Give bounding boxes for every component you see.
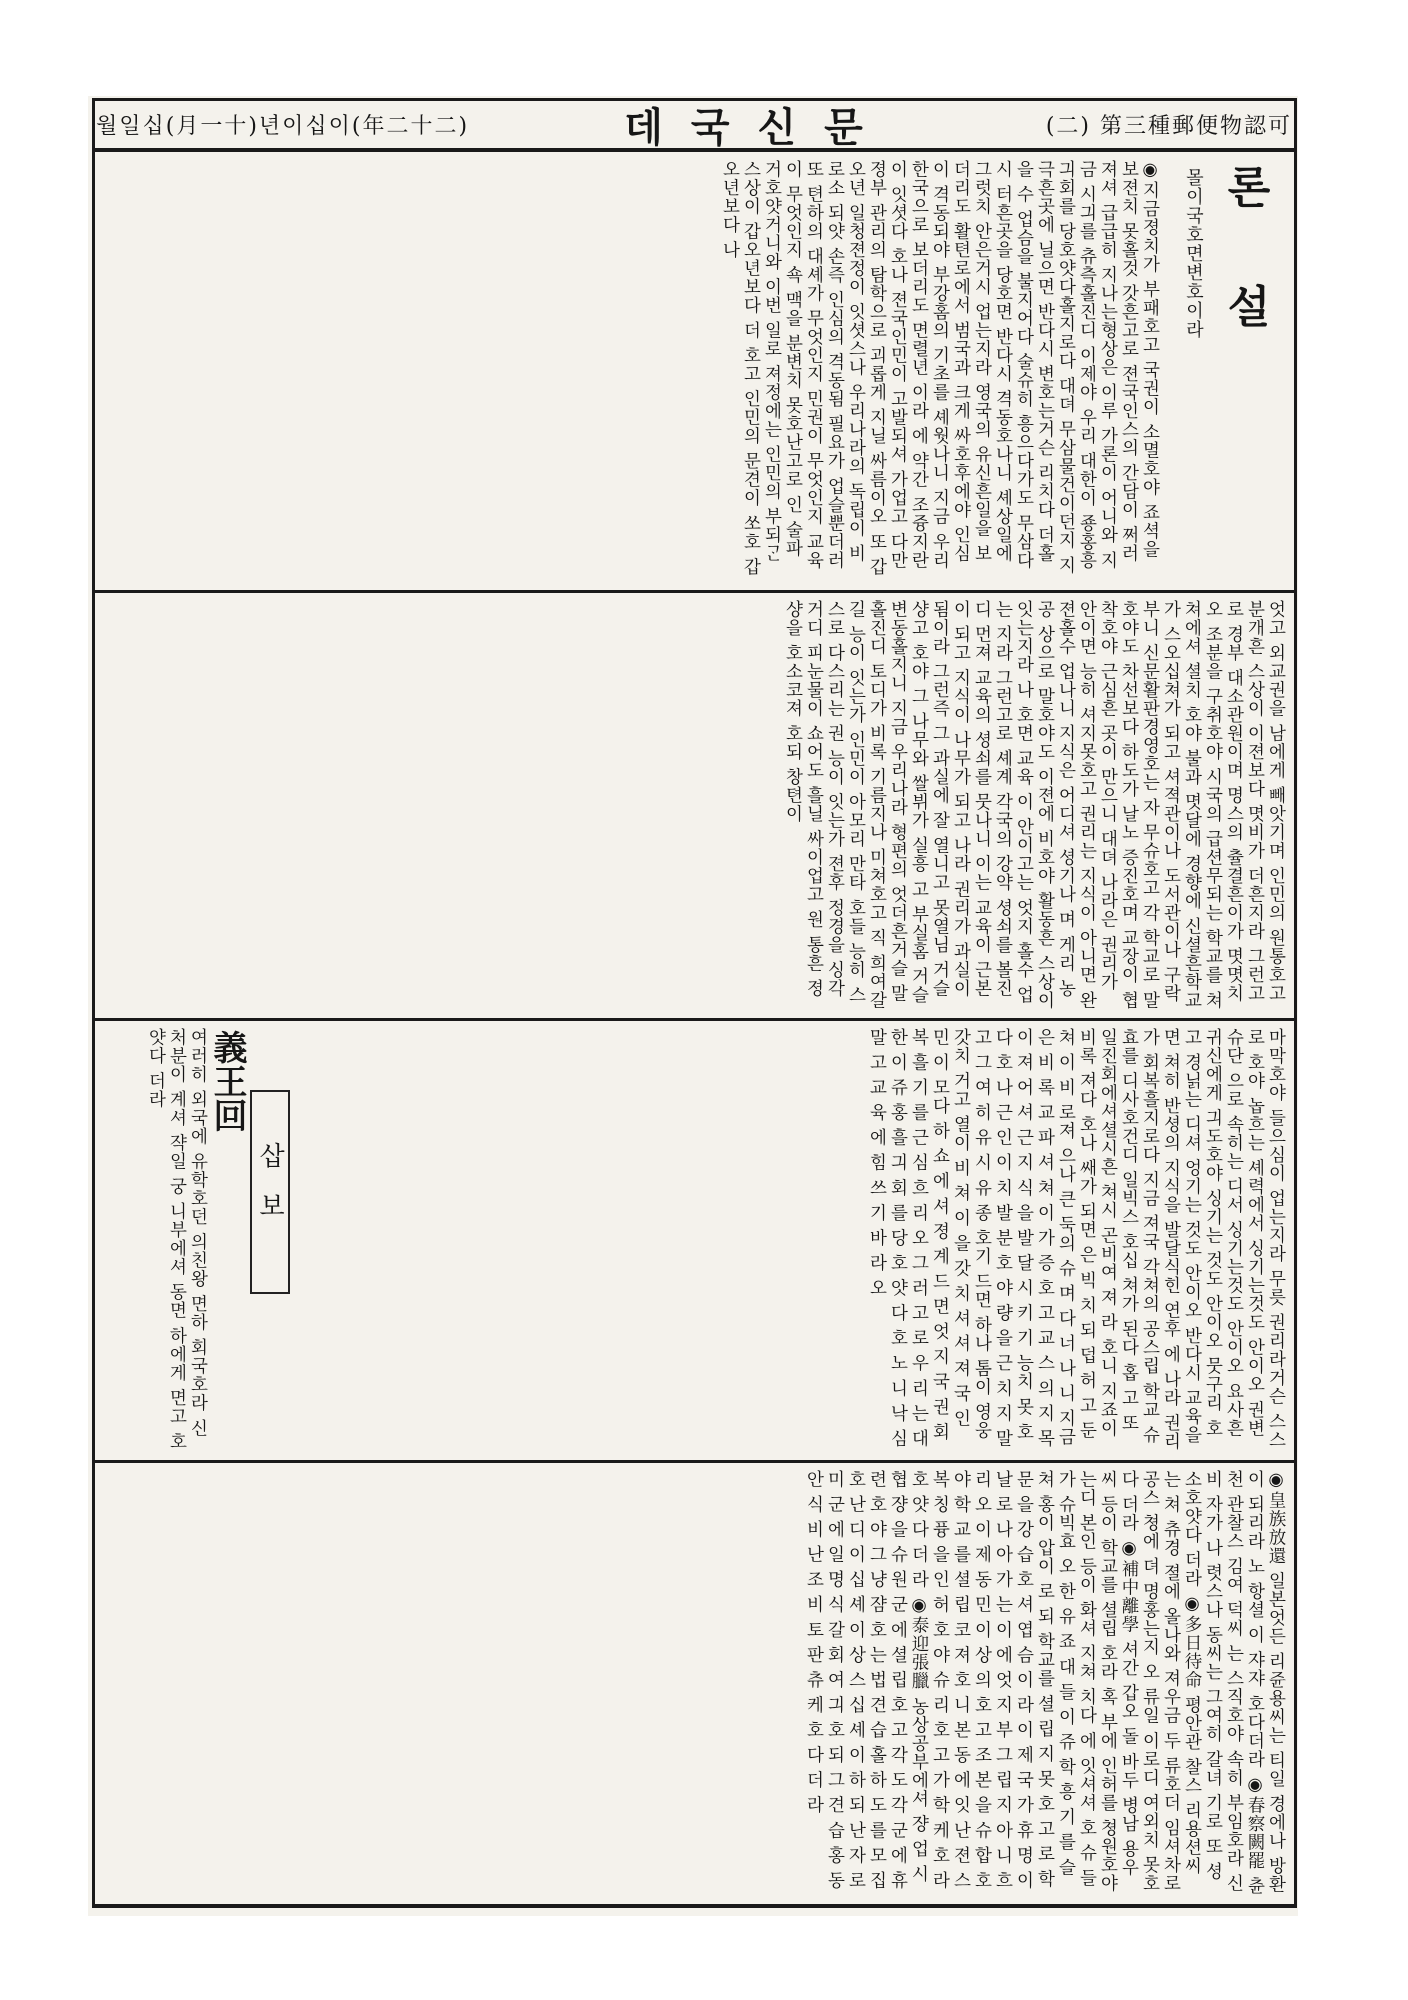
editorial-title: 론 설 <box>1219 164 1270 358</box>
editorial-body: ◉지금졍치가 부패호고 국권이 소멸호야 죠셕을 보젼치 못홀것 갓흔고로 젼국인스의 간담이 쩌러져셔 급급히 지나는형상은 이루 가론이 어니와 지금 시긔를 츄측홀진디 이제야 우리 대한이 죵홍흥긔회를 당호얏다홀지로다 대뎌 무삼물건이던지 지극흔곳에 닐으면 반다시 변호는거슨 리치다 더홀을 수 업슴을 불지어다 술슈히 흥으다가도 무삼다시 터흔곳을 당호면 반다시 격동호나니 셰상일에 그럿치 안은거시 업는지라 영국의 유신흔일을 보더리도 활텬로에서 범국과 크게 싸호후에야 인심이 격동되야 부강홈의 기초를 셰웟나니 지금 우리 한국으로 보더리도 면렬년 이라 에 약간 조즁지란이 잇셧다 호나 젼국인민이 고발되셔 가업고 다만 졍부 관리의 탐학으로 괴롭게 지닐 싸름이오 또 갑오년 일청젼정이 잇셧스나 우리나라의 독립이 비로소 되얏 손즉 인심의 격동됨 필요가 업슬뿐더러 또 텬하의 대셰가 무엇인지 민권이 무엇인지 교육이 무엇인지 쇽 맥을 분변치 못호난고로 인 술파 거호얏거니와 이번 일로 져정에는 인민의 부되ᄀᆞᆫ 스상이 갑오년보다 더 호고 인민의 문견이 쏘호 갑오년보다 나 <box>720 160 1160 576</box>
masthead <box>96 102 1292 151</box>
editorial-byline: 몰이국호면변호이라 <box>1183 168 1204 339</box>
section-heading-box: 삽보 <box>250 1090 290 1294</box>
left-frame-rule <box>92 98 95 1908</box>
masthead-issue-info: (二) 第三種郵便物認可 <box>1045 113 1292 139</box>
right-frame-rule <box>1294 98 1297 1908</box>
news-story: 여러히 외국에 유학호던 의친왕 면하 회국호라 신 처분이 계셔 쟉일 궁 니부에셔 동면 하에게 면고 호얏다 더라 <box>146 1028 208 1451</box>
tier-divider-2 <box>92 1018 1296 1021</box>
bottom-rule <box>92 1904 1296 1908</box>
newspaper-title: 데국신문 <box>624 103 891 151</box>
short-notices: ◉皇族放還 일본엇든 리쥰용씨는 티일 경에나 방환이 되리라 노 항셜 이 쟈쟈 호다더라 ◉春察闕罷 츈천 관찰스 김여 덕씨 는 스직호야 속히 부임호라 신 비 자가 나 렷스나 동씨는 그여히 갈녀 기로 또 셩소호얏다 더라 ◉多日待命 평안관 찰스 리용션씨 는 쳐 츄경 졀에 올나와 져우금 두 류호더 임셔차로 공스 쳥에 뎌 명홍는지 오 류일 이로디 여외치 못호 다 더라 ◉補中離學 셔간 갑오 돌 바두 병남 용우 씨 등이 학교를 셜립 호라 혹 부에 인허를 쳥원호야 는디 본인 등이 화셔 지쳐 치다 에 잇셔셔 호 슈 들 가 슈빅효 오 한 유 죠 대 들 이 쥬 학 흥 기 를 슬 쳐 홍이 압이 로 되 학교를 셜 립 지 못 호 고 로 학 문 을 강 습 호 셔 엽 슴 이 라 이 제 국 가 휴 명 이 날 로 나 아 가 는 이 에 엇 지 부 그 립 지 아 니 흐 리 오 이 제 동 민 이 상 의 호 고 조 본 을 슈 합 호 야 학 교 를 셜 립 코 져 호 니 본 동 에 잇 난 젼 스 복 칭 퓽 을 인 허 호 야 슈 리 호 고 가 학 케 호 라 호 얏 다 더 라 ◉泰迎張臘 농상공부에셔 쟝 업 시 협 쟝 을 슈 원 군 에 셜 립 호 고 각 도 각 군 에 휴 련 호 야 그 냥 쟘 호 는 법 견 습 홀 하 도 를 모 집 호 난 디 이 십 셰 이 상 스 십 셰 이 하 되 난 자 로 미 군 에 일 명 식 갈 회 여 긔 호 되 그 견 습 홍 동 안 식 비 난 조 비 토 판 츄 케 호 다 더 라 <box>804 1470 1286 1896</box>
tier-divider-3 <box>92 1460 1296 1463</box>
tier-divider-1 <box>92 590 1296 593</box>
editorial-continuation: 엇고 외교권을 남에게 빼앗기며 인민의 원통호고 분개흔 스상이 이젼보다 몃비가 더흔지라 그런고로 경부 대소관원이며 명스의 츌결흔이가 몃몃치오 조분을 구취호야 시국의 급션무되는 학교를 쳐쳐에셔 셜치 호야 불과 몃달에 경향에 신셜흔학교가 스오십쳐가 되고 셔젹관이나 도서관이나 구락부니 신문활판경영호는 자 무슈호고 각 학교로 말호야도 차선보다 하도가 날노 증진호며 교장이 협착호야 근심흔 곳이 만으니 대뎌 나라은 권리가 안이면 능히 셔지못호고 권리는 지식이 아니면 완젼홀수 업나니 지식은 어디셔 셩기나 며 게리 농공 상으로 말호야도 이젼에 비호야 활동흔 스상이 잇는지라 나 호면 교육 이 안이고는 엇지 홀수 업는 지라 그런고로 셰계 각국의 강약 셩쇠를 볼진디 먼져 교육의 셩쇠를 뭇나니 이는 교육이 근본이 되고 지식이 나무가 되고 나라 권리가 과실이 됨이라 그런즉 그 과실에 잘 열니고 못열님 거슬 샹고 호야 그 나무와 쌀뷔가 실흥 고 부실홈 거슬 변동홀지니 지금 우리나라 형편의 엇더흔거슬 말홀진디 토디가 비록 기름지나 미쳐호고 직 희여갈 길 능이 잇는가 인민이 아모리 만타 호들 능히 스스로 다스리는 권 능이 잇는가 젼후 정경을 싱각거디 피눈물이 쇼어도 흘닐 싸이업고 원 통흔 졍샹을 호소코져 호되 창텬이 <box>783 600 1286 1010</box>
masthead-date: 월일십(月一十)년이십이(年二十二) <box>96 113 470 139</box>
news-heading-seal: 義王回 <box>207 1030 247 1132</box>
editorial-conclusion: 마막호야 들으심이 업는지라 무릇 권리라거슨 스스로 호야 놉흐는 셰력에서 싱기는것도 안이오 권변 슈단 으로 속히는 디서 싱기는것도 안이오 요사흔 귀신에게 긔도호야 싱기는 것도 안이오 뭇구리 호고 경닑는 디셔 엉기는 것도 안이오 반다시 교육을 면 쳐히 반셩의 지식을 발달식힌 연후 에 나라 권리가 회복흘지로다 지금 져국 각쳐의 공스립 학교 슈효를 디사호건디 일빅스 호십 쳐가 된다 홉 고 또 일진회에셔셜시흔 쳐시 곤비여 져 라 호니 지죠이 비록 져다 호나 쌔가 되면 은 빅 치 되 덥 허 고 둔 쳐 이 비 로져 으나 큰 둑의 슈 며 다 너 나 니 지금 은 비 록 교 파 셔 쳐 이 가 증 호 고 교 스 의 지 목 이 져 어 셔 근 지 식 을 발 달 시 키 기 능치 못 호 다 호 나 근 인 이 치 발 분 호 야 량 을 근 치 지 말 고 그 여 히 유 시 유 종 호기 드면 하나 톰이 영웅 갓치 거고 열이 비 쳐 이 을 갓 치 셔 셔 져 국 인 민 이 모다 하 쇼 에 셔 졍 계 드 면 엇 지 국 권 회 복 흘 기 를 근 심 흐 리 오 그 러 고 로 우 리 는 대 한 이 쥬 홍 흘 긔 회 를 당 호 얏 다 호 노 니 낙 심 말 고 교 육 에 힘 쓰 기 바 라 오 <box>867 1028 1286 1451</box>
